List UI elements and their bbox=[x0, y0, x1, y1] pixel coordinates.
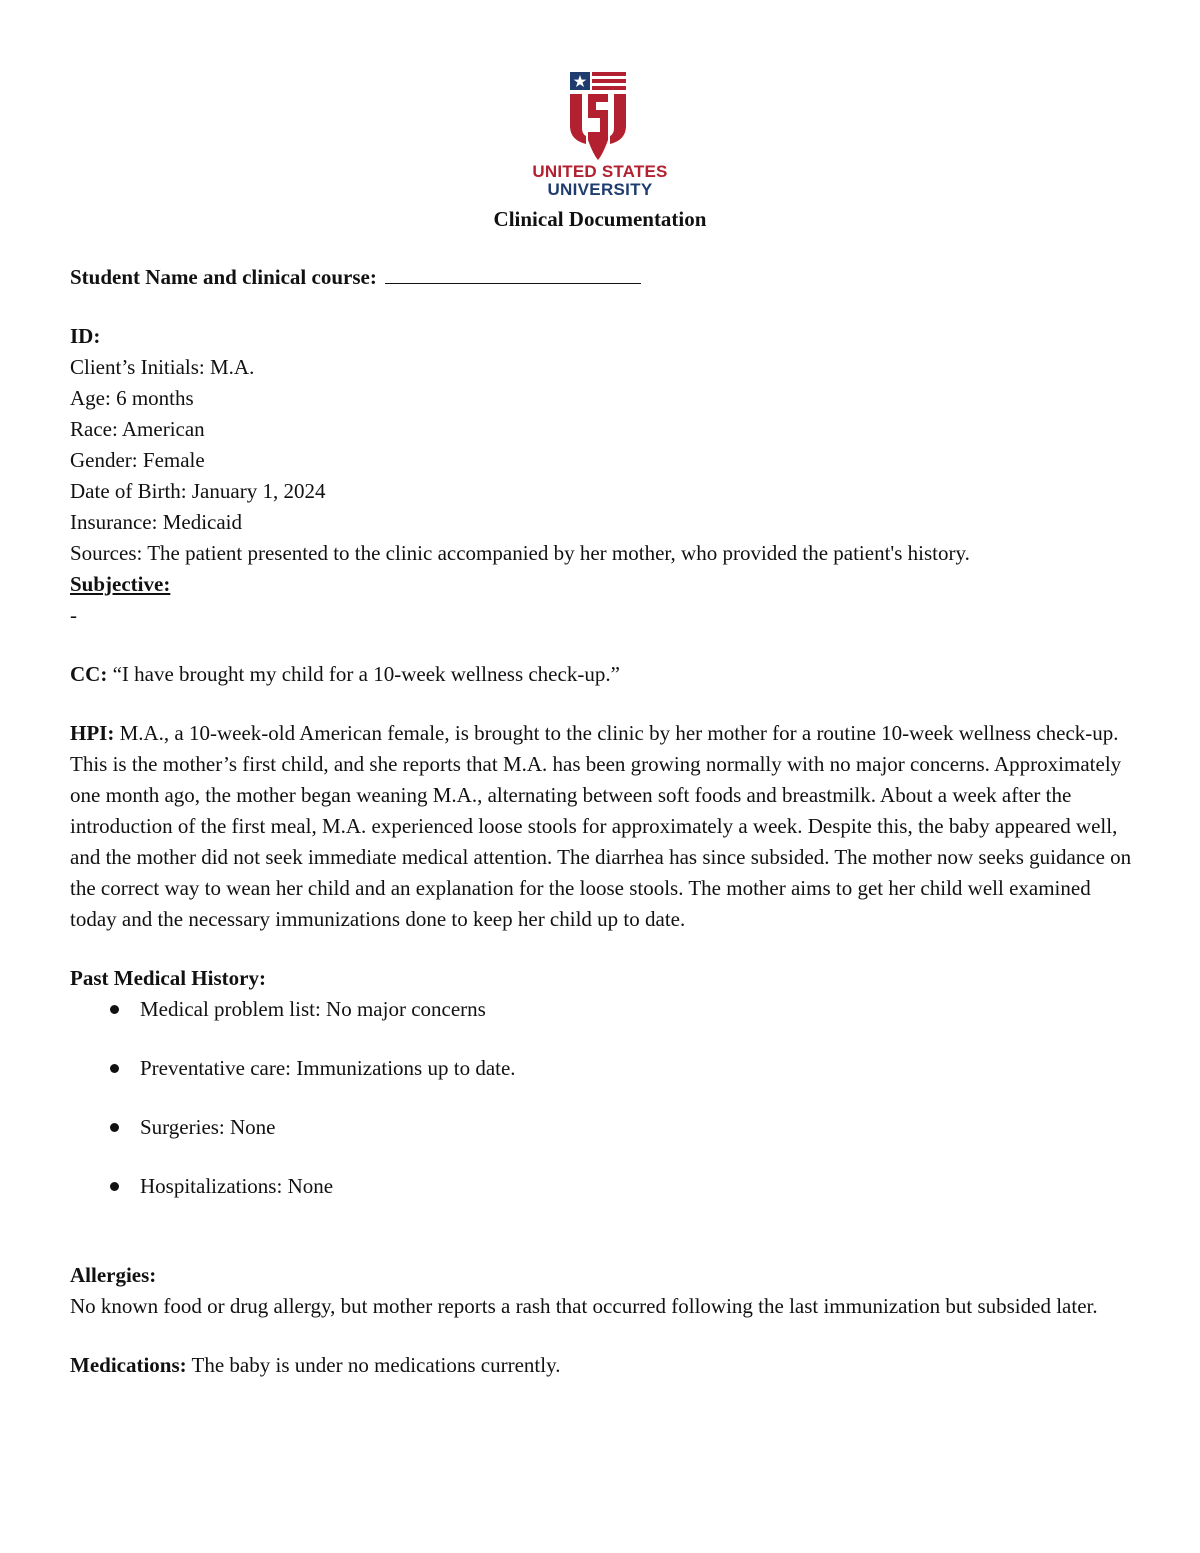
student-name-blank bbox=[385, 263, 641, 284]
medications-label: Medications: bbox=[70, 1353, 187, 1377]
pmh-list bbox=[70, 994, 1135, 1202]
list-item bbox=[70, 1112, 1135, 1143]
id-initials: Client’s Initials: M.A. bbox=[70, 355, 255, 379]
id-heading: ID: bbox=[70, 324, 101, 348]
id-insurance: Insurance: Medicaid bbox=[70, 510, 243, 534]
subjective-dash: - bbox=[70, 603, 77, 627]
id-race: Race: American bbox=[70, 417, 205, 441]
id-sources: Sources: The patient presented to the clinic accompanied by her mother, who provided the patient's history. bbox=[70, 541, 970, 565]
bullet-icon bbox=[110, 1005, 119, 1014]
allergies-text: No known food or drug allergy, but mother reports a rash that occurred following the last immunization but subsided later. bbox=[70, 1294, 1098, 1318]
bullet-icon bbox=[110, 1123, 119, 1132]
hpi-paragraph bbox=[70, 718, 1135, 935]
logo-text-united-states: UNITED STATES bbox=[532, 162, 668, 181]
list-item bbox=[70, 994, 1135, 1025]
usu-shield-icon bbox=[568, 70, 628, 162]
page-title: Clinical Documentation bbox=[493, 207, 707, 231]
pmh-item-surgeries: Surgeries: None bbox=[140, 1115, 276, 1139]
id-gender: Gender: Female bbox=[70, 448, 205, 472]
allergies-heading: Allergies: bbox=[70, 1263, 157, 1287]
bullet-icon bbox=[110, 1182, 119, 1191]
cc-text: “I have brought my child for a 10-week wellness check-up.” bbox=[107, 662, 620, 686]
cc-label: CC: bbox=[70, 662, 108, 686]
id-age: Age: 6 months bbox=[70, 386, 194, 410]
medications-text: The baby is under no medications currently. bbox=[186, 1353, 561, 1377]
student-name-line bbox=[70, 262, 1135, 293]
university-logo bbox=[528, 70, 672, 202]
pmh-heading: Past Medical History: bbox=[70, 966, 266, 990]
subjective-heading: Subjective: bbox=[70, 572, 171, 596]
document-body bbox=[70, 262, 1135, 1381]
logo-text-university: UNIVERSITY bbox=[547, 180, 653, 199]
pmh-item-problems: Medical problem list: No major concerns bbox=[140, 997, 486, 1021]
pmh-item-preventative: Preventative care: Immunizations up to date. bbox=[140, 1056, 516, 1080]
id-dob: Date of Birth: January 1, 2024 bbox=[70, 479, 326, 503]
hpi-text: M.A., a 10-week-old American female, is brought to the clinic by her mother for a routine 10-week wellness check-up. This is the mother’s first child, and she reports that M.A. has been growing normally with no major concerns. Approximately one month ago, the mother began weaning M.A., alternating between soft foods and breastmilk. About a week after the introduction of the first meal, M.A. experienced loose stools for approximately a week. Despite this, the baby appeared well, and the mother did not seek immediate medical attention. The diarrhea has since subsided. The mother now seeks guidance on the correct way to wean her child and an explanation for the loose stools. The mother aims to get her child well examined today and the necessary immunizations done to keep her child up to date. bbox=[70, 721, 1132, 931]
pmh-item-hospitalizations: Hospitalizations: None bbox=[140, 1174, 334, 1198]
bullet-icon bbox=[110, 1064, 119, 1073]
chief-complaint bbox=[70, 659, 1135, 690]
medications-line bbox=[70, 1350, 1135, 1381]
student-name-label: Student Name and clinical course: bbox=[70, 265, 377, 289]
hpi-label: HPI: bbox=[70, 721, 115, 745]
list-item bbox=[70, 1171, 1135, 1202]
list-item bbox=[70, 1053, 1135, 1084]
